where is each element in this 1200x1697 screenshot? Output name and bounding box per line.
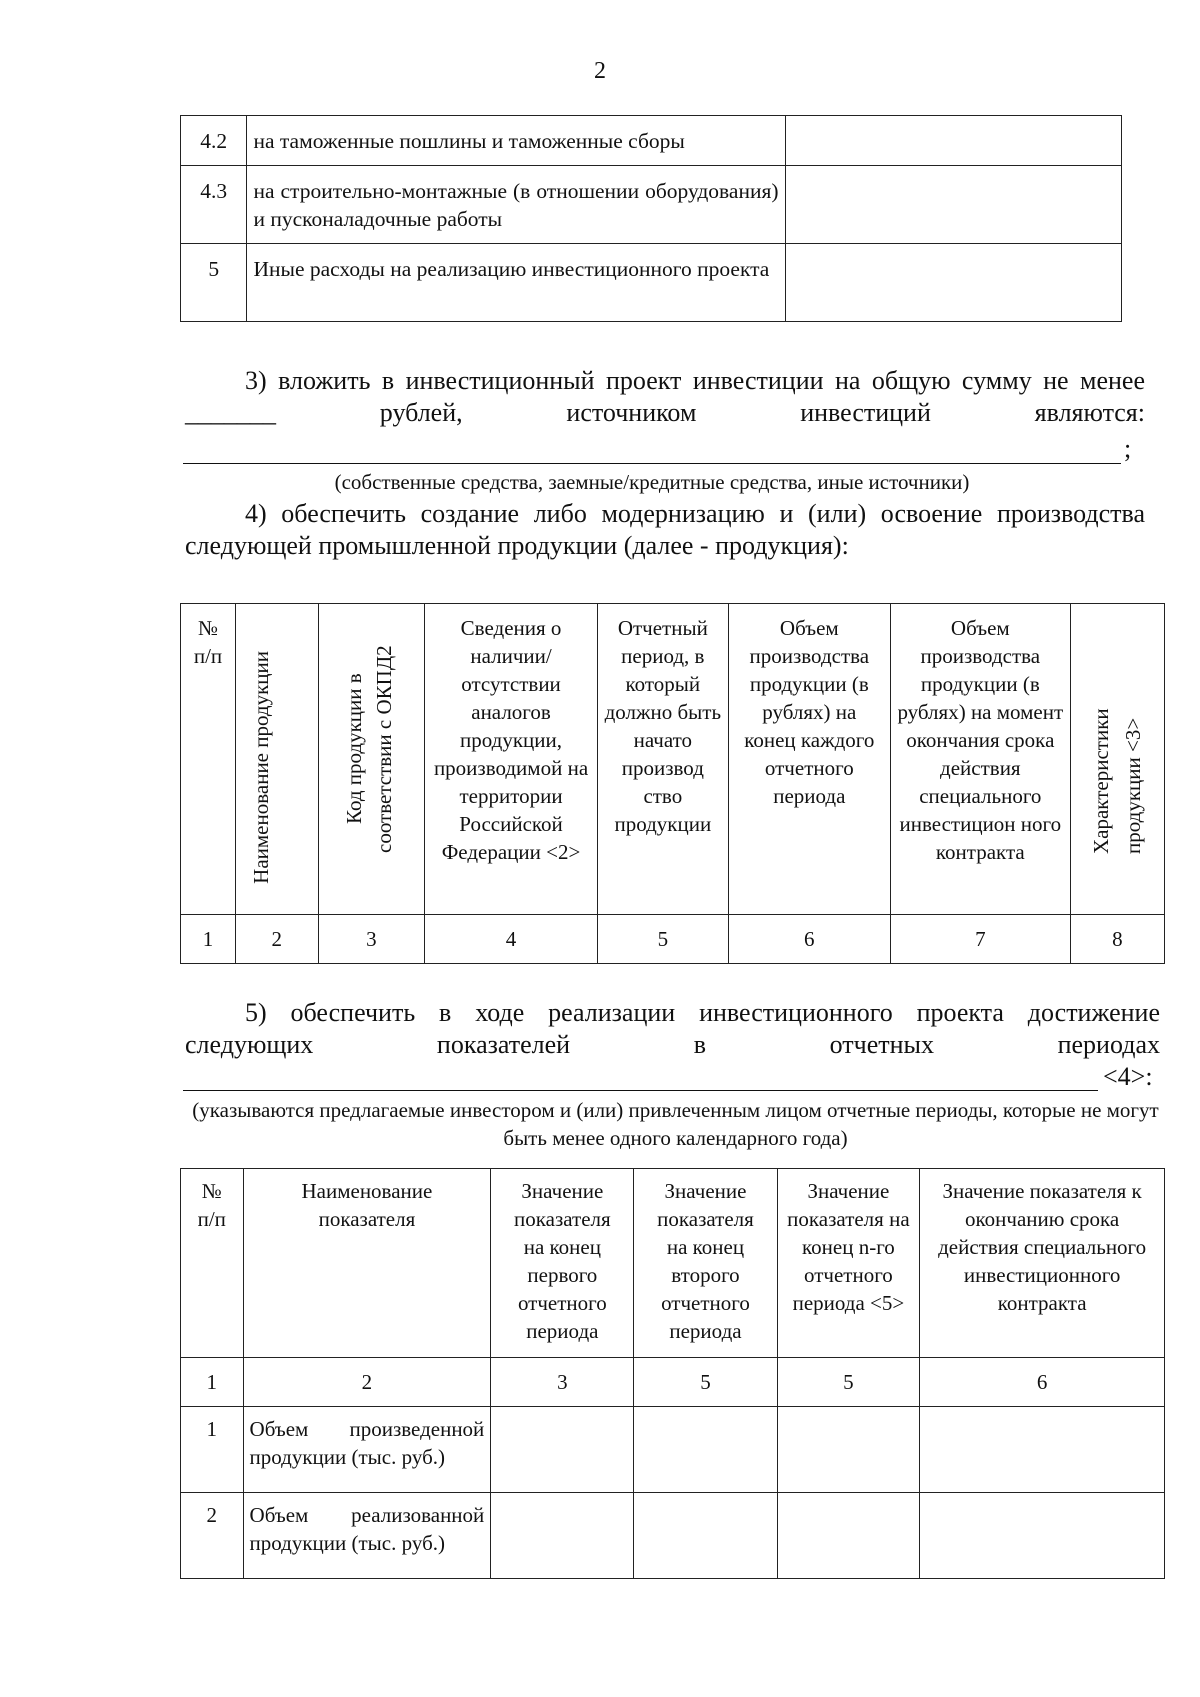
header-cell xyxy=(425,604,598,915)
header-cell xyxy=(920,1169,1165,1358)
reporting-periods-line xyxy=(183,1070,1098,1091)
value-cell xyxy=(491,1493,634,1579)
header-text: Характеристики продукции <3> xyxy=(1089,708,1146,854)
number-cell: 6 xyxy=(920,1358,1165,1407)
header-cell xyxy=(235,604,318,915)
header-cell xyxy=(491,1169,634,1358)
number-cell: 8 xyxy=(1070,915,1164,964)
header-cell xyxy=(728,604,890,915)
number-cell: 5 xyxy=(777,1358,920,1407)
number-cell: 4 xyxy=(425,915,598,964)
table-header-row xyxy=(181,604,1165,915)
header-text: № п/п xyxy=(193,616,223,668)
value-cell xyxy=(634,1407,777,1493)
page-number: 2 xyxy=(594,58,606,84)
section-3-paragraph: 3) вложить в инвестиционный проект инвестиции на общую сумму не менее _______ рублей, источником инвестиций являются: xyxy=(185,366,1145,427)
rotated-header xyxy=(236,614,318,884)
sources-caption: (собственные средства, заемные/кредитные средства, иные источники) xyxy=(334,470,970,494)
row-number: 2 xyxy=(181,1493,244,1579)
expenses-table xyxy=(180,115,1122,322)
table-numbers-row xyxy=(181,1358,1165,1407)
header-text: Объем производства продукции (в рублях) на момент окончания срока действия специального инвестицион ного контракта xyxy=(897,616,1064,864)
header-text: Наименование показателя xyxy=(301,1179,433,1231)
header-text: Значение показателя к окончанию срока действия специального инвестиционного контракта xyxy=(938,1179,1147,1315)
header-cell xyxy=(243,1169,491,1358)
rotated-header xyxy=(1071,614,1164,884)
row-text: на строительно-монтажные (в отношении оборудования) и пусконаладочные работы xyxy=(247,166,785,244)
value-cell xyxy=(777,1493,920,1579)
row-number: 5 xyxy=(181,244,247,322)
number-cell: 3 xyxy=(491,1358,634,1407)
value-cell xyxy=(920,1493,1165,1579)
row-value xyxy=(785,166,1121,244)
table-row xyxy=(181,1493,1165,1579)
header-text: Значение показателя на конец первого отчетного периода xyxy=(514,1179,611,1343)
number-cell: 5 xyxy=(634,1358,777,1407)
number-cell: 2 xyxy=(243,1358,491,1407)
value-cell xyxy=(920,1407,1165,1493)
header-text: Сведения о наличии/ отсутствии аналогов продукции, производимой на территории Российской Федерации <2> xyxy=(433,616,589,864)
header-text: Отчетный период, в который должно быть начато производ ство продукции xyxy=(604,616,722,836)
line-end-semicolon: ; xyxy=(1124,434,1132,463)
section-4-paragraph: 4) обеспечить создание либо модернизацию и (или) освоение производства следующей промышленной продукции (далее - продукция): xyxy=(185,499,1145,560)
header-cell xyxy=(1070,604,1164,915)
header-text: № п/п xyxy=(197,1179,226,1231)
row-text: на таможенные пошлины и таможенные сборы xyxy=(247,116,785,166)
products-table xyxy=(180,603,1165,964)
number-cell: 5 xyxy=(597,915,728,964)
header-cell xyxy=(777,1169,920,1358)
row-number: 4.3 xyxy=(181,166,247,244)
number-cell: 1 xyxy=(181,915,236,964)
row-number: 4.2 xyxy=(181,116,247,166)
investment-sources-line xyxy=(183,443,1121,464)
header-text: Значение показателя на конец n-го отчетного периода <5> xyxy=(787,1179,910,1315)
header-cell xyxy=(890,604,1070,915)
header-cell xyxy=(181,604,236,915)
indicator-name: Объем реализованной продукции (тыс. руб.) xyxy=(243,1493,491,1579)
table-row xyxy=(181,116,1122,166)
header-cell xyxy=(634,1169,777,1358)
header-cell xyxy=(318,604,425,915)
header-text: Значение показателя на конец второго отчетного периода xyxy=(657,1179,754,1343)
table-header-row xyxy=(181,1169,1165,1358)
table-row xyxy=(181,1407,1165,1493)
number-cell: 2 xyxy=(235,915,318,964)
footnote-ref: <4>: xyxy=(1103,1062,1153,1091)
rotated-header xyxy=(319,614,425,884)
row-value xyxy=(785,244,1121,322)
header-cell xyxy=(181,1169,244,1358)
header-cell xyxy=(597,604,728,915)
header-text: Наименование продукции xyxy=(248,651,273,884)
indicator-name: Объем произведенной продукции (тыс. руб.) xyxy=(243,1407,491,1493)
value-cell xyxy=(777,1407,920,1493)
row-number: 1 xyxy=(181,1407,244,1493)
header-text: Код продукции в соответствии с ОКПД2 xyxy=(342,645,397,853)
table-row xyxy=(181,166,1122,244)
row-value xyxy=(785,116,1121,166)
indicators-table xyxy=(180,1168,1165,1579)
number-cell: 7 xyxy=(890,915,1070,964)
header-text: Объем производства продукции (в рублях) на конец каждого отчетного периода xyxy=(744,616,875,808)
row-text: Иные расходы на реализацию инвестиционного проекта xyxy=(247,244,785,322)
periods-caption: (указываются предлагаемые инвестором и (или) привлеченным лицом отчетные периоды, которые не могут быть менее одного календарного года) xyxy=(192,1098,1159,1150)
value-cell xyxy=(634,1493,777,1579)
value-cell xyxy=(491,1407,634,1493)
table-numbers-row xyxy=(181,915,1165,964)
number-cell: 1 xyxy=(181,1358,244,1407)
number-cell: 3 xyxy=(318,915,425,964)
number-cell: 6 xyxy=(728,915,890,964)
table-row xyxy=(181,244,1122,322)
section-5-paragraph: 5) обеспечить в ходе реализации инвестиционного проекта достижение следующих показателей в отчетных периодах xyxy=(185,998,1160,1059)
